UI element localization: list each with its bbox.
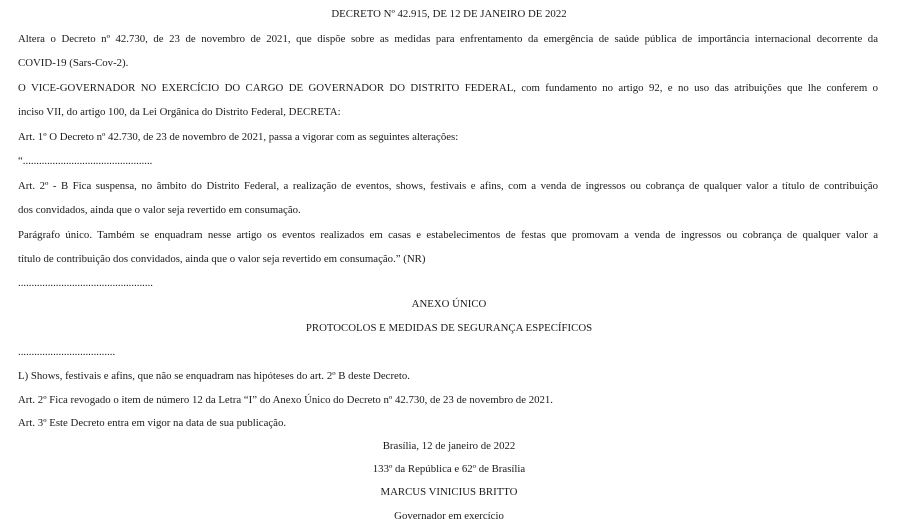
republic-years: 133º da República e 62º de Brasília	[372, 463, 526, 475]
quote-open-dots: “................................................	[18, 155, 153, 167]
paragraph-line-1: Parágrafo único. Também se enquadram nesse artigo os eventos realizados em casas e estabelecimentos de festas que promovam a venda de ingressos ou cobrança de qualquer valor a	[18, 229, 878, 241]
article-2b-line-2: dos convidados, ainda que o valor seja revertido em consumação.	[18, 204, 301, 216]
summary-line-2: COVID-19 (Sars-Cov-2).	[18, 57, 129, 69]
article-1: Art. 1º O Decreto nº 42.730, de 23 de novembro de 2021, passa a vigorar com as seguintes alterações:	[18, 131, 459, 143]
paragraph-line-2: título de contribuição dos convidados, ainda que o valor seja revertido em consumação.” (NR)	[18, 253, 426, 265]
annex-title: ANEXO ÚNICO	[411, 298, 487, 310]
dots-separator: ..................................................	[18, 277, 153, 289]
article-2b-line-1: Art. 2º - B Fica suspensa, no âmbito do Distrito Federal, a realização de eventos, shows, festivais e afins, com a venda de ingressos ou cobrança de qualquer valor a título de contribuição	[18, 180, 878, 192]
summary-line-1: Altera o Decreto nº 42.730, de 23 de novembro de 2021, que dispõe sobre as medidas para enfrentamento da emergência de saúde pública de importância internacional decorrente da	[18, 33, 878, 45]
article-2: Art. 2º Fica revogado o item de número 12 da Letra “I” do Anexo Único do Decreto nº 42.730, de 23 de novembro de 2021.	[18, 394, 553, 406]
annex-subtitle: PROTOCOLOS E MEDIDAS DE SEGURANÇA ESPECÍFICOS	[305, 322, 593, 334]
preamble-line-2: inciso VII, do artigo 100, da Lei Orgânica do Distrito Federal, DECRETA:	[18, 106, 341, 118]
annex-dots: ....................................	[18, 346, 116, 358]
preamble-line-1: O VICE-GOVERNADOR NO EXERCÍCIO DO CARGO DE GOVERNADOR DO DISTRITO FEDERAL, com fundamento no artigo 92, e no uso das atribuições que lhe conferem o	[18, 82, 878, 94]
article-3: Art. 3º Este Decreto entra em vigor na data de sua publicação.	[18, 417, 287, 429]
annex-item-l: L) Shows, festivais e afins, que não se enquadram nas hipóteses do art. 2º B deste Decreto.	[18, 370, 410, 382]
signatory-name: MARCUS VINICIUS BRITTO	[380, 486, 518, 498]
signatory-role: Governador em exercício	[394, 510, 504, 522]
decree-title: DECRETO Nº 42.915, DE 12 DE JANEIRO DE 2022	[331, 8, 567, 20]
place-date: Brasília, 12 de janeiro de 2022	[382, 440, 516, 452]
